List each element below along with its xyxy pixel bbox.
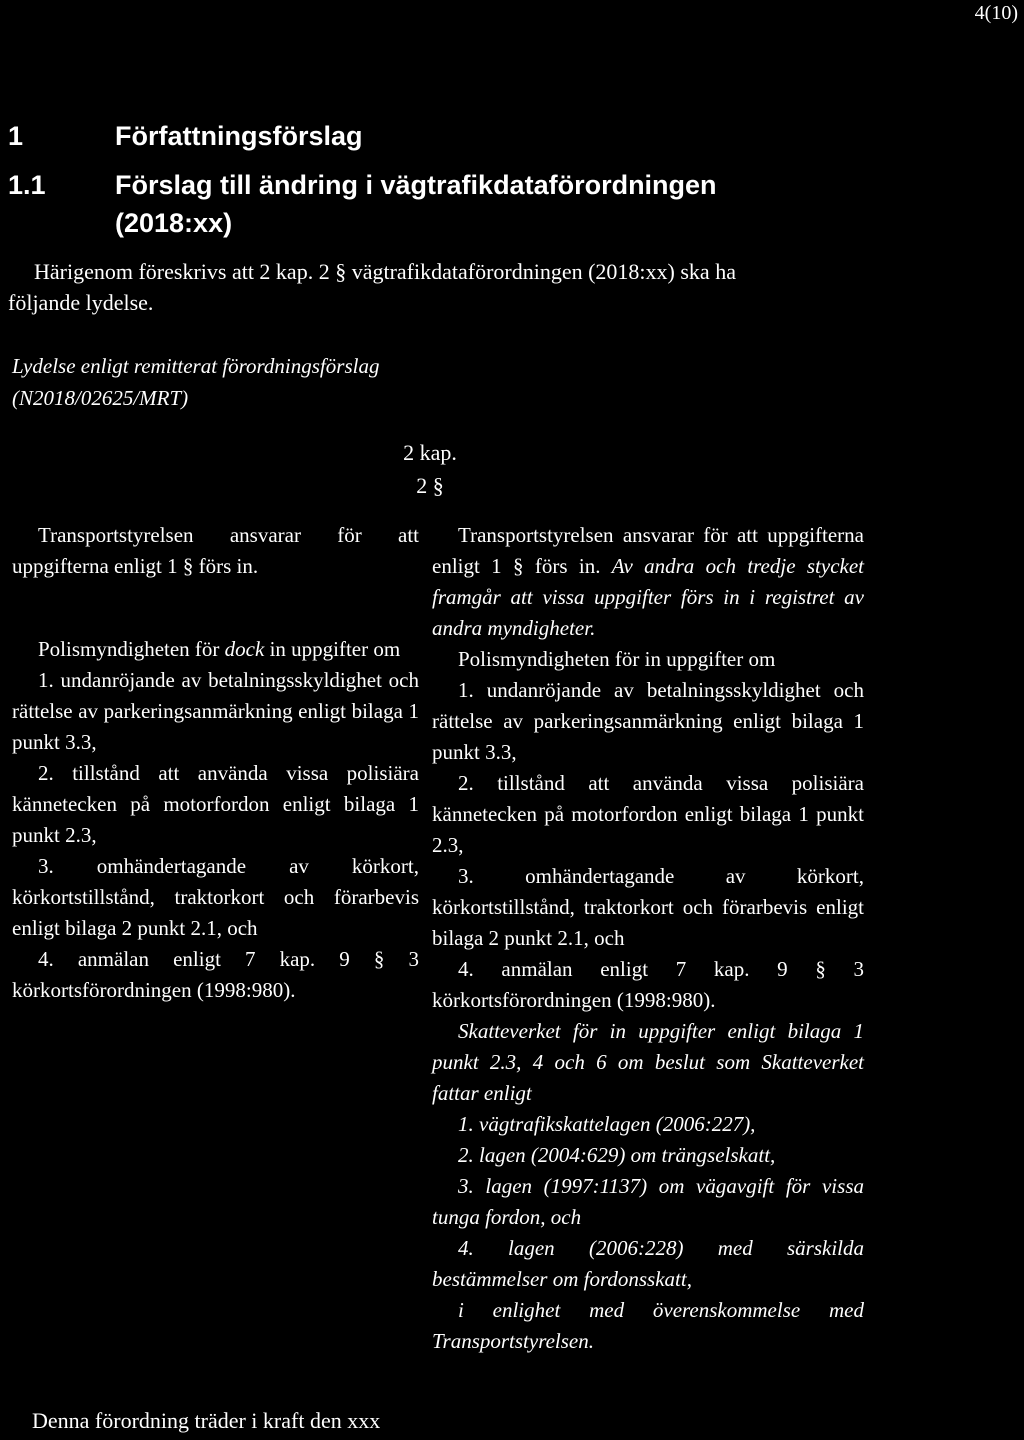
right-sub-item-1: 1. vägtrafikskattelagen (2006:227), xyxy=(458,1112,756,1136)
intro-paragraph xyxy=(8,256,888,318)
intro-line2: följande lydelse. xyxy=(8,290,154,315)
left-p2-pre: Polismyndigheten för xyxy=(38,637,225,661)
right-item-4: 4. anmälan enligt 7 kap. 9 § 3 körkortsförordningen (1998:980). xyxy=(432,957,864,1012)
page-number: 4(10) xyxy=(974,2,1018,24)
column-header-line1: Lydelse enligt remitterat förordningsförslag xyxy=(12,354,380,378)
right-paragraph-4: i enlighet med överenskommelse med Transportstyrelsen. xyxy=(432,1298,864,1353)
right-item-3: 3. omhändertagande av körkort, körkortstillstånd, traktorkort och förarbevis enligt bilaga 2 punkt 2.1, och xyxy=(432,864,864,950)
chapter-label: 2 kap. xyxy=(403,440,457,465)
right-paragraph-3: Skatteverket för in uppgifter enligt bilaga 1 punkt 2.3, 4 och 6 om beslut som Skatteverket fattar enligt xyxy=(432,1019,864,1105)
right-item-1: 1. undanröjande av betalningsskyldighet och rättelse av parkeringsanmärkning enligt bilaga 1 punkt 3.3, xyxy=(432,678,864,764)
right-item-2: 2. tillstånd att använda vissa polisiära kännetecken på motorfordon enligt bilaga 1 punkt 2.3, xyxy=(432,771,864,857)
section-label: 2 § xyxy=(416,473,444,498)
intro-line1: Härigenom föreskrivs att 2 kap. 2 § vägtrafikdataförordningen (2018:xx) ska ha xyxy=(34,259,736,284)
left-paragraph-2 xyxy=(12,634,419,665)
left-p2-post: in uppgifter om xyxy=(264,637,401,661)
heading-1-number: 1 xyxy=(8,121,24,151)
left-column xyxy=(12,520,419,1006)
right-sub-item-4: 4. lagen (2006:228) med särskilda bestämmelser om fordonsskatt, xyxy=(432,1236,864,1291)
left-item-4: 4. anmälan enligt 7 kap. 9 § 3 körkortsförordningen (1998:980). xyxy=(12,947,419,1002)
right-p1-normal: Transportstyrelsen ansvarar för att uppgifterna enligt 1 § förs in. xyxy=(432,523,864,578)
left-item-1: 1. undanröjande av betalningsskyldighet och rättelse av parkeringsanmärkning enligt bilaga 1 punkt 3.3, xyxy=(12,668,419,754)
heading-2 xyxy=(8,166,988,242)
column-header-line2: (N2018/02625/MRT) xyxy=(12,386,189,410)
left-paragraph-1: Transportstyrelsen ansvarar för att uppgifterna enligt 1 § förs in. xyxy=(12,523,419,578)
left-item-3: 3. omhändertagande av körkort, körkortstillstånd, traktorkort och förarbevis enligt bilaga 2 punkt 2.1, och xyxy=(12,854,419,940)
right-sub-item-3: 3. lagen (1997:1137) om vägavgift för vissa tunga fordon, och xyxy=(432,1174,864,1229)
heading-2-number: 1.1 xyxy=(8,170,46,200)
right-sub-item-2: 2. lagen (2004:629) om trängselskatt, xyxy=(458,1143,776,1167)
footer-text: Denna förordning träder i kraft den xxx xyxy=(32,1408,381,1433)
right-column xyxy=(432,520,864,1357)
right-p1-italic: Av andra och tredje stycket framgår att vissa uppgifter förs in i registret av andra myndigheter. xyxy=(432,554,864,640)
heading-1 xyxy=(8,117,988,155)
column-header xyxy=(12,350,432,414)
left-p2-italic: dock xyxy=(224,637,265,661)
left-item-2: 2. tillstånd att använda vissa polisiära kännetecken på motorfordon enligt bilaga 1 punkt 2.3, xyxy=(12,761,419,847)
right-paragraph-2: Polismyndigheten för in uppgifter om xyxy=(458,647,776,671)
heading-1-text: Författningsförslag xyxy=(115,121,363,151)
right-paragraph-1 xyxy=(432,520,864,644)
heading-2-line2: (2018:xx) xyxy=(115,208,233,238)
heading-2-line1: Förslag till ändring i vägtrafikdataförordningen xyxy=(115,170,717,200)
